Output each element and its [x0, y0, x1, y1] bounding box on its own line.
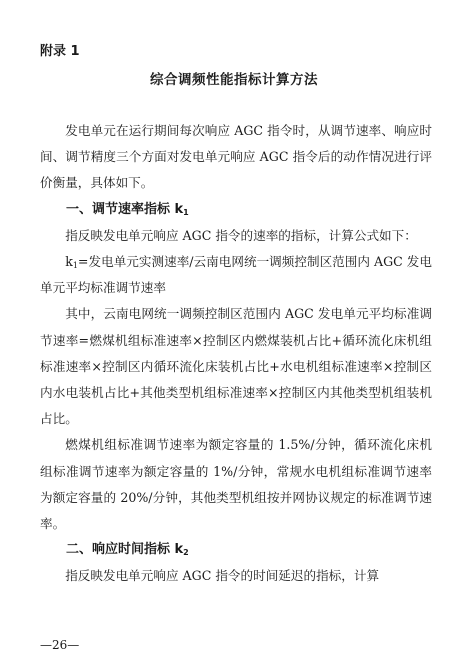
formula-text: =发电单元实测速率/云南电网统一调频控制区范围内 AGC 发电单元平均标准调节速率 [40, 254, 432, 296]
section-heading-text: 一、调节速率指标 k [66, 201, 184, 217]
section-heading-subscript: 1 [183, 207, 189, 217]
appendix-label: 附录 1 [40, 44, 80, 59]
regulation-rate-definition: 指反映发电单元响应 AGC 指令的速率的指标，计算公式如下： [65, 227, 417, 243]
formula-subscript: 1 [72, 261, 78, 271]
average-rate-explanation: 其中，云南电网统一调频控制区范围内 AGC 发电单元平均标准调节速率=燃煤机组标准速率×控制区内燃煤装机占比+循环流化床机组标准速率×控制区内循环流化床装机占比+水电机组标准速率×控制区内水电装机占比+其他类型机组标准速率×控制区内其他类型机组装机占比。 [40, 306, 432, 427]
section-heading-response-time [40, 537, 432, 563]
section-heading-text: 二、响应时间指标 k [66, 542, 184, 558]
document-title: 综合调频性能指标计算方法 [150, 72, 318, 88]
section-heading-subscript: 2 [183, 548, 189, 558]
response-time-definition: 指反映发电单元响应 AGC 指令的时间延迟的指标，计算 [65, 568, 380, 584]
document-body [40, 118, 432, 590]
regulation-rate-formula [40, 249, 432, 301]
section-heading-regulation-rate [40, 197, 432, 223]
standard-rate-paragraph: 燃煤机组标准调节速率为额定容量的 1.5%/分钟，循环流化床机组标准调节速率为额定容量的 1%/分钟，常规水电机组标准调节速率为额定容量的 20%/分钟，其他类型机组按并网协议规定的标准调节速率。 [40, 437, 432, 532]
page-number: —26— [40, 638, 80, 652]
formula-symbol: k [65, 254, 73, 270]
intro-paragraph: 发电单元在运行期间每次响应 AGC 指令时，从调节速率、响应时间、调节精度三个方面对发电单元响应 AGC 指令后的动作情况进行评价衡量，具体如下。 [40, 123, 432, 191]
